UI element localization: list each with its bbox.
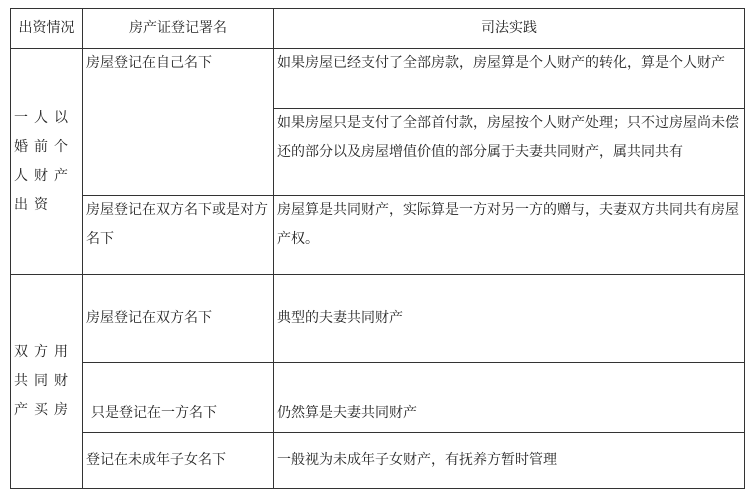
registration-cell: 登记在未成年子女名下 bbox=[83, 433, 274, 489]
header-judicial-practice: 司法实践 bbox=[274, 9, 745, 49]
practice-cell: 典型的夫妻共同财产 bbox=[274, 275, 745, 363]
table-row bbox=[11, 275, 745, 363]
header-funding-situation: 出资情况 bbox=[11, 9, 83, 49]
table-row bbox=[11, 196, 745, 275]
table-row bbox=[11, 49, 745, 109]
registration-cell: 房屋登记在自己名下 bbox=[83, 49, 274, 196]
registration-cell: 只是登记在一方名下 bbox=[83, 363, 274, 433]
situation-cell: 一人以婚前个人财产出资 bbox=[11, 49, 83, 275]
table-row bbox=[11, 433, 745, 489]
header-registration-name: 房产证登记署名 bbox=[83, 9, 274, 49]
practice-cell: 如果房屋只是支付了全部首付款，房屋按个人财产处理；只不过房屋尚未偿还的部分以及房屋增值价值的部分属于夫妻共同财产，属共同共有 bbox=[274, 109, 745, 196]
registration-cell: 房屋登记在双方名下或是对方名下 bbox=[83, 196, 274, 275]
practice-cell: 仍然算是夫妻共同财产 bbox=[274, 363, 745, 433]
table-header-row bbox=[11, 9, 745, 49]
registration-cell: 房屋登记在双方名下 bbox=[83, 275, 274, 363]
practice-cell: 房屋算是共同财产，实际算是一方对另一方的赠与，夫妻双方共同共有房屋产权。 bbox=[274, 196, 745, 275]
practice-cell: 如果房屋已经支付了全部房款，房屋算是个人财产的转化，算是个人财产 bbox=[274, 49, 745, 109]
situation-cell: 双方用共同财产买房 bbox=[11, 275, 83, 489]
property-rules-table bbox=[10, 8, 745, 489]
practice-cell: 一般视为未成年子女财产，有抚养方暂时管理 bbox=[274, 433, 745, 489]
table-row bbox=[11, 363, 745, 433]
